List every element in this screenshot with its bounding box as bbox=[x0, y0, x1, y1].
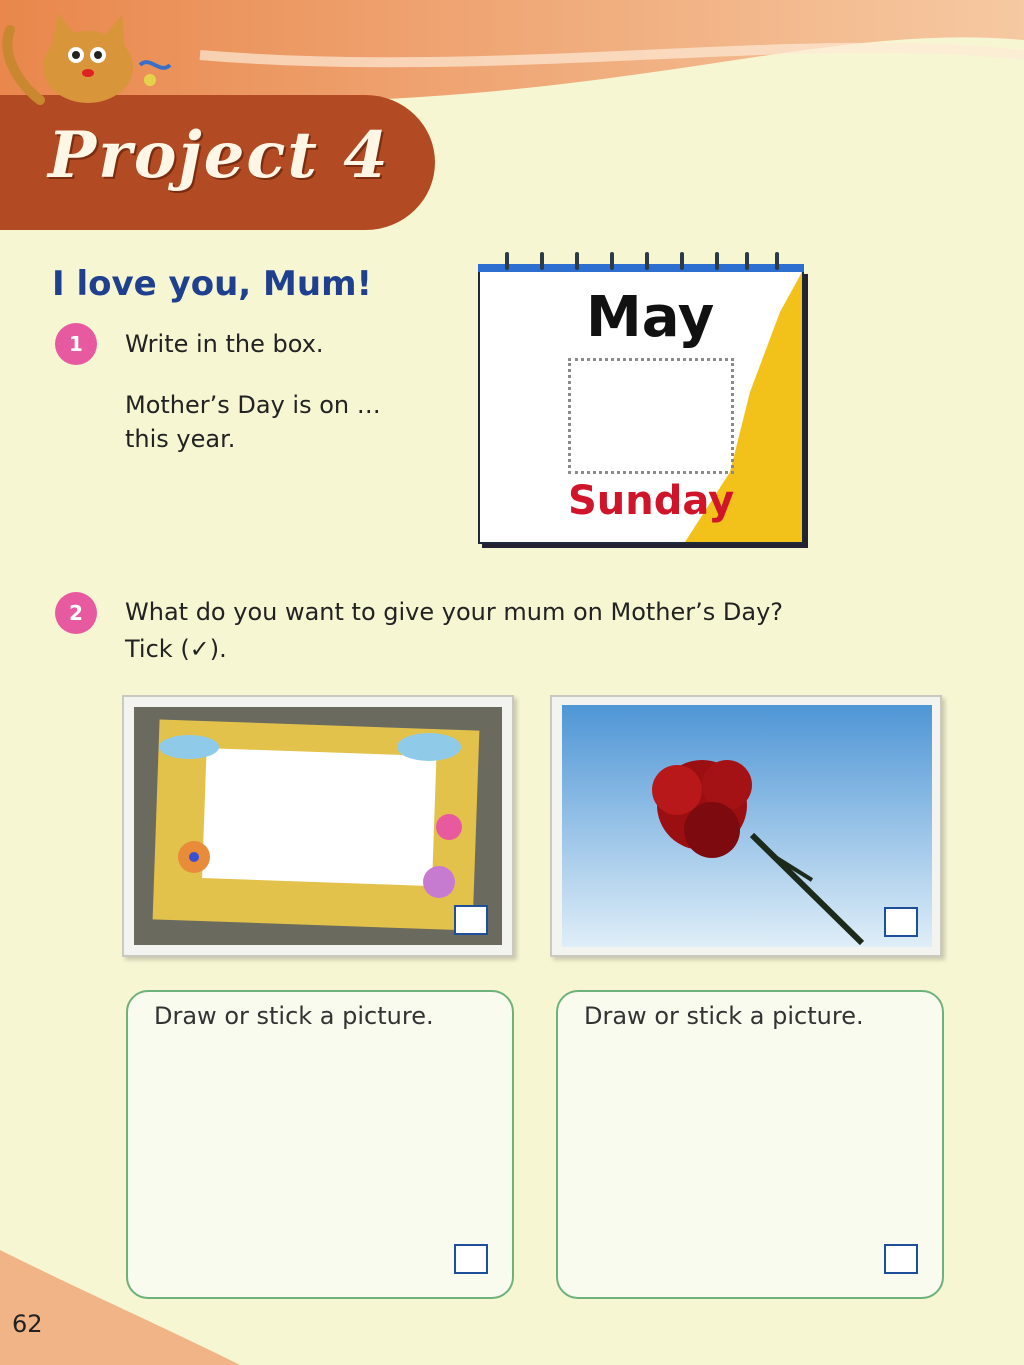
option-carnation bbox=[550, 695, 942, 957]
page-title: Project 4 bbox=[48, 118, 390, 193]
tick-box-draw-2[interactable] bbox=[884, 1244, 918, 1274]
section-heading: I love you, Mum! bbox=[52, 264, 373, 304]
tick-box-carnation[interactable] bbox=[884, 907, 918, 937]
step-1-sentence-line1: Mother’s Day is on … bbox=[125, 391, 381, 419]
step-2-tick-instruction: Tick (✓). bbox=[125, 635, 227, 663]
calendar-month: May bbox=[586, 285, 715, 350]
red-carnation-image-icon bbox=[562, 705, 932, 947]
corner-decoration bbox=[0, 1230, 260, 1365]
step-1-badge: 1 bbox=[55, 323, 97, 365]
calendar-ring-icon bbox=[610, 252, 614, 270]
page-number: 62 bbox=[12, 1310, 43, 1338]
step-1-instruction: Write in the box. bbox=[125, 330, 324, 358]
calendar-ring-icon bbox=[505, 252, 509, 270]
photo-frame-image-icon bbox=[134, 707, 502, 945]
calendar-ring-icon bbox=[715, 252, 719, 270]
cat-mascot-icon bbox=[0, 5, 190, 110]
step-2-badge: 2 bbox=[55, 592, 97, 634]
draw-label-1: Draw or stick a picture. bbox=[154, 1002, 434, 1030]
calendar-ring-icon bbox=[645, 252, 649, 270]
calendar-binding bbox=[478, 264, 804, 272]
option-photo-frame bbox=[122, 695, 514, 957]
calendar-ring-icon bbox=[680, 252, 684, 270]
calendar-day: Sunday bbox=[568, 478, 735, 524]
draw-area-2[interactable] bbox=[556, 990, 944, 1299]
calendar-ring-icon bbox=[775, 252, 779, 270]
tick-box-photo-frame[interactable] bbox=[454, 905, 488, 935]
calendar-ring-icon bbox=[575, 252, 579, 270]
draw-label-2: Draw or stick a picture. bbox=[584, 1002, 864, 1030]
calendar-date-write-box[interactable] bbox=[568, 358, 734, 474]
calendar-ring-icon bbox=[745, 252, 749, 270]
step-2-question: What do you want to give your mum on Mother’s Day? bbox=[125, 598, 784, 626]
tick-box-draw-1[interactable] bbox=[454, 1244, 488, 1274]
step-1-sentence-line2: this year. bbox=[125, 425, 236, 453]
calendar-ring-icon bbox=[540, 252, 544, 270]
